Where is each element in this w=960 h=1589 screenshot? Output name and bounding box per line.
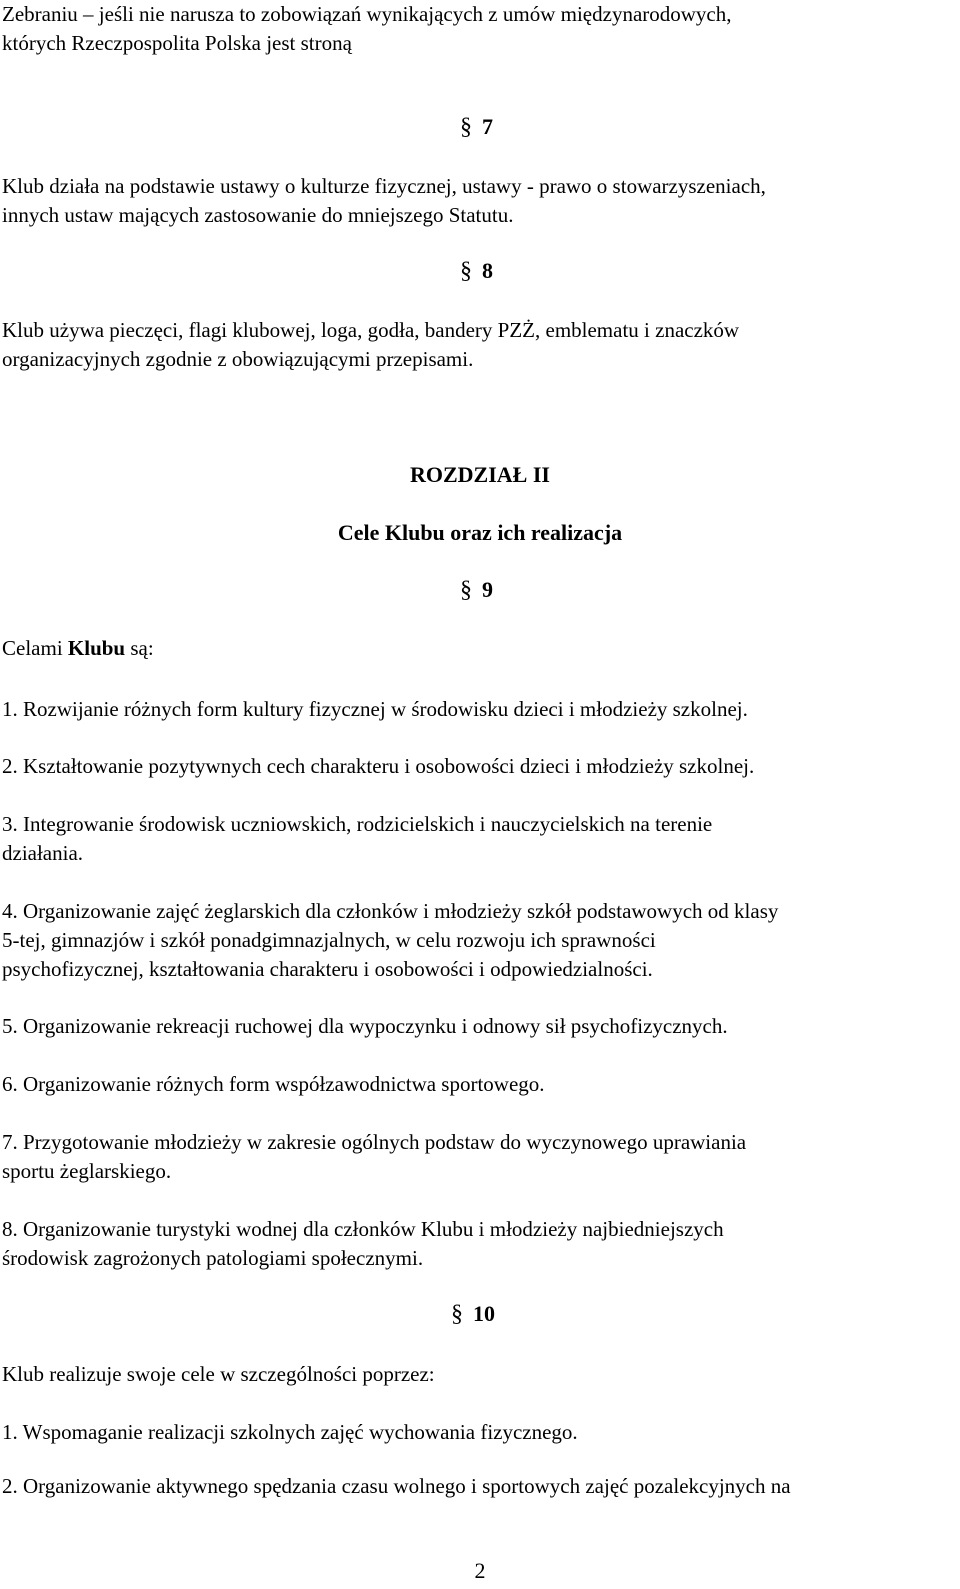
list-item: sportu żeglarskiego. [2,1159,172,1183]
section-9-number: 9 [482,577,493,602]
chapter-subtitle: Cele Klubu oraz ich realizacja [337,520,623,545]
section-10-lead: Klub realizuje swoje cele w szczególności poprzez: [2,1362,435,1386]
section-7-line-1: Klub działa na podstawie ustawy o kulturze fizycznej, ustawy - prawo o stowarzyszeniach, [2,174,766,198]
section-8-number: 8 [482,258,493,283]
section-8-line-1: Klub używa pieczęci, flagi klubowej, loga, godła, bandery PZŻ, emblematu i znaczków [2,318,740,342]
intro-line-1: Zebraniu – jeśli nie narusza to zobowiązań wynikających z umów międzynarodowych, [2,2,732,26]
section-8-heading [460,258,493,285]
list-item: 1. Rozwijanie różnych form kultury fizycznej w środowisku dzieci i młodzieży szkolnej. [2,697,748,721]
list-item: 4. Organizowanie zajęć żeglarskich dla członków i młodzieży szkół podstawowych od klasy [2,899,779,923]
section-10-number: 10 [473,1301,495,1326]
paragraph-sign-icon: § [460,577,472,603]
list-item: 7. Przygotowanie młodzieży w zakresie ogólnych podstaw do wyczynowego uprawiania [2,1130,747,1154]
page-number: 2 [474,1558,486,1583]
paragraph-sign-icon: § [460,114,472,140]
section-7-line-2: innych ustaw mających zastosowanie do mniejszego Statutu. [2,203,514,227]
section-9-lead-suffix: są: [125,636,154,660]
section-7-heading [460,114,493,141]
section-9-lead-prefix: Celami [2,636,68,660]
list-item: działania. [2,841,84,865]
list-item: 2. Kształtowanie pozytywnych cech charakteru i osobowości dzieci i młodzieży szkolnej. [2,754,755,778]
list-item: 1. Wspomaganie realizacji szkolnych zajęć wychowania fizycznego. [2,1420,578,1444]
chapter-title: ROZDZIAŁ II [410,462,550,487]
section-10-heading [451,1301,495,1328]
list-item: psychofizycznej, kształtowania charakteru i osobowości i odpowiedzialności. [2,957,653,981]
list-item: 8. Organizowanie turystyki wodnej dla członków Klubu i młodzieży najbiedniejszych [2,1217,724,1241]
list-item: 3. Integrowanie środowisk uczniowskich, rodzicielskich i nauczycielskich na terenie [2,812,713,836]
section-9-heading [460,577,493,604]
list-item: środowisk zagrożonych patologiami społecznymi. [2,1246,424,1270]
section-9-lead-bold: Klubu [67,636,126,660]
section-9-lead [2,634,154,662]
list-item: 5. Organizowanie rekreacji ruchowej dla wypoczynku i odnowy sił psychofizycznych. [2,1014,728,1038]
paragraph-sign-icon: § [451,1301,463,1327]
section-8-line-2: organizacyjnych zgodnie z obowiązującymi przepisami. [2,347,474,371]
list-item: 6. Organizowanie różnych form współzawodnictwa sportowego. [2,1072,545,1096]
list-item: 2. Organizowanie aktywnego spędzania czasu wolnego i sportowych zajęć pozalekcyjnych na [2,1474,791,1498]
paragraph-sign-icon: § [460,258,472,284]
intro-line-2: których Rzeczpospolita Polska jest stroną [2,31,352,55]
section-7-number: 7 [482,114,493,139]
list-item: 5-tej, gimnazjów i szkół ponadgimnazjalnych, w celu rozwoju ich sprawności [2,928,656,952]
